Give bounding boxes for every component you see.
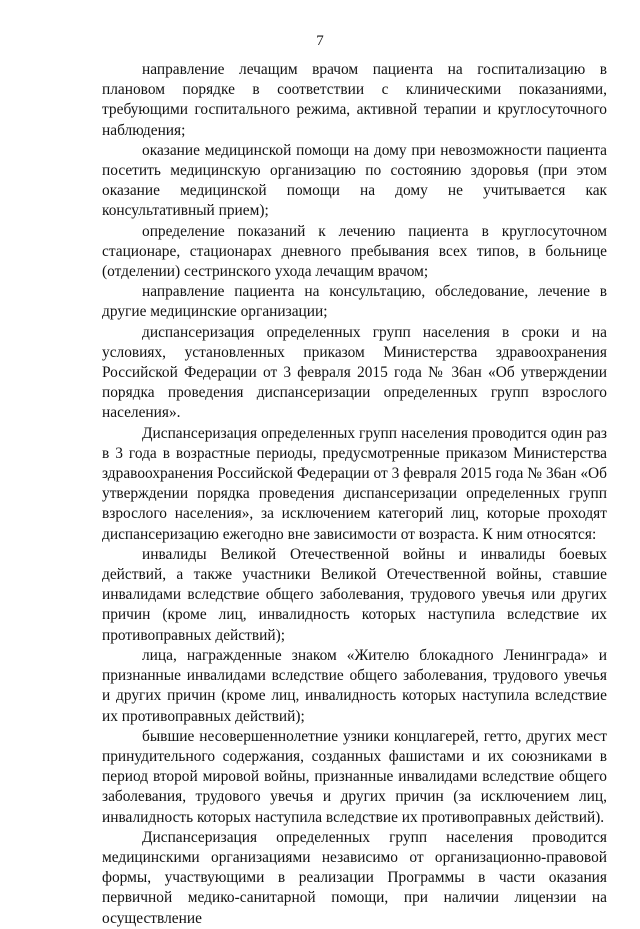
paragraph-home-care: оказание медицинской помощи на дому при невозможности пациента посетить медицинскую организацию по состоянию здоровья (при этом оказание медицинской помощи на дому не учитывается как консультативный прием);	[102, 141, 607, 220]
document-body	[102, 60, 607, 929]
paragraph-dispensary-frequency: Диспансеризация определенных групп населения проводится один раз в 3 года в возрастные периоды, предусмотренные приказом Министерства здравоохранения Российской Федерации от 3 февраля 2015 года № 36ан «Об утверждении порядка проведения диспансеризации определенных групп взрослого населения», за исключением категорий лиц, которые проходят диспансеризацию ежегодно вне зависимости от возраста. К ним относятся:	[102, 424, 607, 543]
paragraph-camp-prisoners: бывшие несовершеннолетние узники концлагерей, гетто, других мест принудительного содержания, созданных фашистами и их союзниками в период второй мировой войны, признанные инвалидами вследствие общего заболевания, трудового увечья и других причин (за исключением лиц, инвалидность которых наступила вследствие их противоправных действий).	[102, 727, 607, 826]
page-number: 7	[316, 33, 324, 49]
paragraph-dispensary-conditions: диспансеризация определенных групп населения в сроки и на условиях, установленных приказом Министерства здравоохранения Российской Федерации от 3 февраля 2015 года № 36ан «Об утверждении порядка проведения диспансеризации определенных групп взрослого населения».	[102, 323, 607, 422]
paragraph-referral-hospitalization: направление лечащим врачом пациента на госпитализацию в плановом порядке в соответствии с клиническими показаниями, требующими госпитального режима, активной терапии и круглосуточного наблюдения;	[102, 61, 607, 139]
paragraph-indications: определение показаний к лечению пациента в круглосуточном стационаре, стационарах дневного пребывания всех типов, в больнице (отделении) сестринского ухода лечащим врачом;	[102, 222, 607, 281]
paragraph-consultation-referral: направление пациента на консультацию, обследование, лечение в другие медицинские организации;	[102, 283, 607, 321]
paragraph-leningrad-siege: лица, награжденные знаком «Жителю блокадного Ленинграда» и признанные инвалидами вследствие общего заболевания, трудового увечья и других причин (кроме лиц, инвалидность которых наступила вследствие их противоправных действий);	[102, 646, 607, 725]
paragraph-dispensary-organizations: Диспансеризация определенных групп населения проводится медицинскими организациями независимо от организационно-правовой формы, участвующими в реализации Программы в части оказания первичной медико-санитарной помощи, при наличии лицензии на осуществление	[102, 828, 607, 927]
paragraph-war-invalids: инвалиды Великой Отечественной войны и инвалиды боевых действий, а также участники Великой Отечественной войны, ставшие инвалидами вследствие общего заболевания, трудового увечья или других причин (кроме лиц, инвалидность которых наступила вследствие их противоправных действий);	[102, 545, 607, 644]
